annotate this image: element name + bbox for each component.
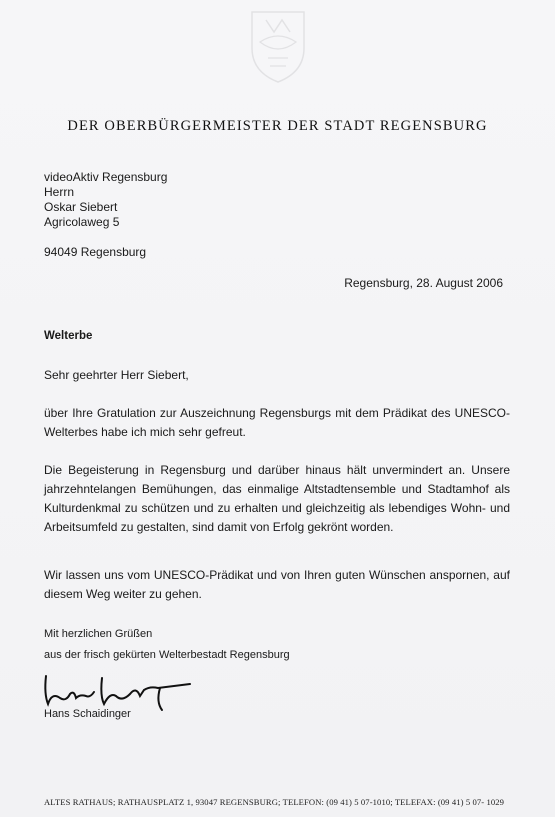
- letterhead-title: DER OBERBÜRGERMEISTER DER STADT REGENSBURG: [67, 118, 488, 134]
- signer-name: Hans Schaidinger: [44, 708, 131, 720]
- recipient-name: Oskar Siebert: [44, 200, 118, 214]
- letterhead-footer-address: ALTES RATHAUS; RATHAUSPLATZ 1, 93047 REGENSBURG; TELEFON: (09 41) 5 07-1010; TELEFAX: (09 41) 5 07- 1029: [44, 797, 505, 807]
- recipient-street: Agricolaweg 5: [44, 215, 120, 229]
- city-coat-of-arms-watermark-icon: [248, 8, 308, 86]
- letter-paragraph-3: Wir lassen uns vom UNESCO-Prädikat und von Ihren guten Wünschen anspornen, auf diesem Weg weiter zu gehen.: [44, 568, 510, 601]
- recipient-address: [44, 170, 167, 260]
- letter-paragraph-2: Die Begeisterung in Regensburg und darüber hinaus hält unvermindert an. Unsere jahrzehntelangen Bemühungen, das einmalige Altstadtensemble und Stadtamhof als Kulturdenkmal zu schützen und zu erhalten und gleichzeitig als lebendiges Wohn- und Arbeitsumfeld zu gestalten, sind damit von Erfolg gekrönt worden.: [44, 463, 510, 534]
- letter-date: Regensburg, 28. August 2006: [344, 276, 503, 290]
- closing-line-2: aus der frisch gekürten Welterbestadt Regensburg: [44, 649, 290, 661]
- letter-salutation: Sehr geehrter Herr Siebert,: [44, 368, 189, 382]
- handwritten-signature-icon: [40, 668, 200, 712]
- letter-paragraph-1: über Ihre Gratulation zur Auszeichnung Regensburgs mit dem Prädikat des UNESCO-Welterbes habe ich mich sehr gefreut.: [44, 406, 510, 439]
- recipient-organization: videoAktiv Regensburg: [44, 170, 168, 184]
- recipient-city: 94049 Regensburg: [44, 245, 147, 259]
- letter-closing: [44, 624, 290, 666]
- letter-subject: Welterbe: [44, 330, 93, 342]
- recipient-salutation: Herrn: [44, 185, 75, 199]
- address-spacer: [44, 230, 167, 245]
- closing-line-1: Mit herzlichen Grüßen: [44, 628, 153, 640]
